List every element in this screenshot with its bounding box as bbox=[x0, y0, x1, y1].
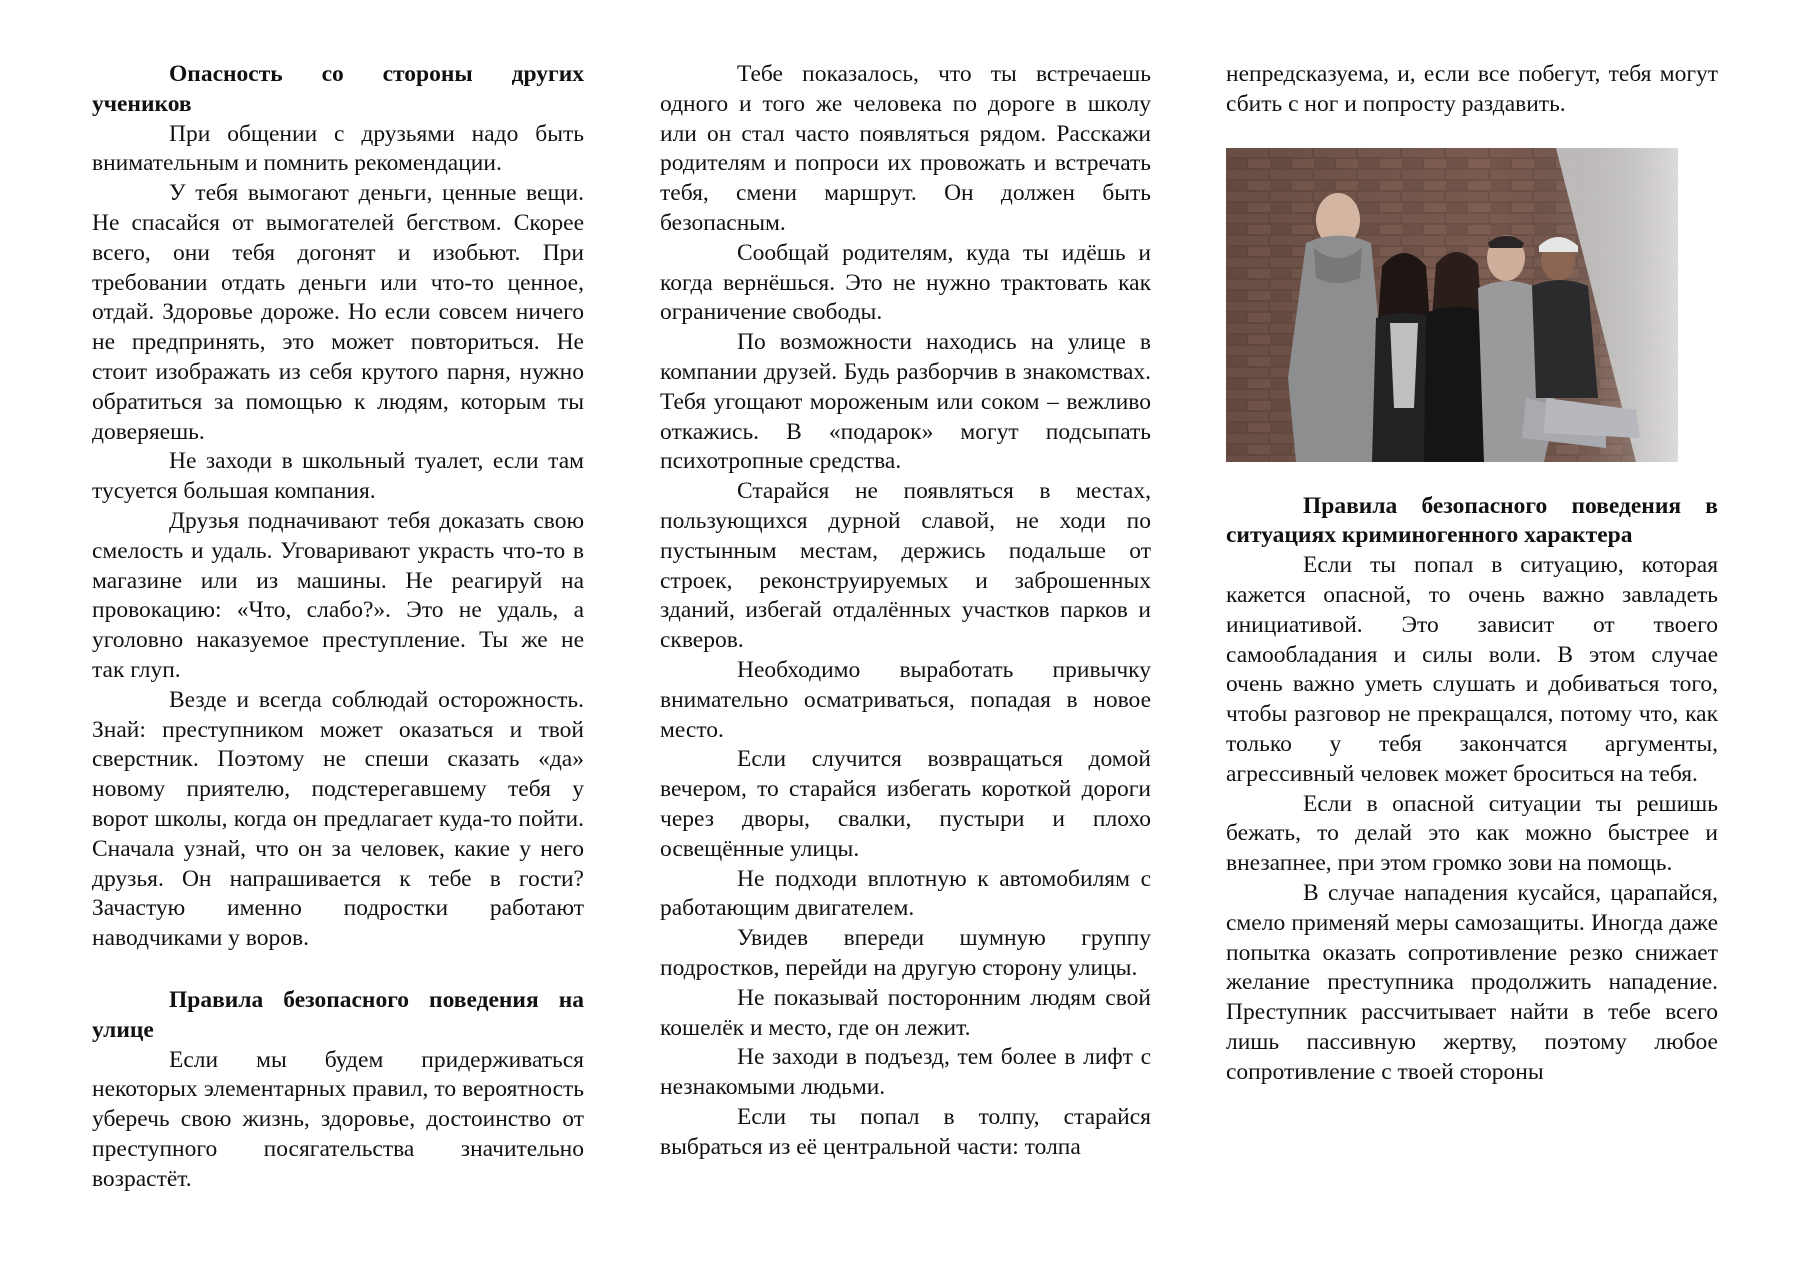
teenagers-photo bbox=[1226, 148, 1678, 462]
paragraph: Если случится возвращаться домой вечером, то старайся избегать короткой дороги через дворы, свалки, пустыри и плохо освещённые улицы. bbox=[660, 746, 1151, 862]
paragraph: Если ты попал в ситуацию, которая кажется опасной, то очень важно завладеть инициативой. Это зависит от твоего самообладания и силы воли. В этом случае очень важно уметь слушать и добиваться того, чтобы разговор не прекращался, потому что, как только у тебя закончатся аргументы, агрессивный человек может броситься на тебя. bbox=[1226, 552, 1718, 787]
heading-street-rules: Правила безопасного поведения на улице bbox=[92, 986, 584, 1043]
paragraph: У тебя вымогают деньги, ценные вещи. Не спасайся от вымогателей бегством. Скорее всего, они тебя догонят и изобьют. При требовании отдать деньги или что-то ценное, отдай. Здоровье дороже. Но если совсем ничего не предпринять, это может повториться. Не стоит изображать из себя крутого парня, нужно обратиться за помощью к людям, которым ты доверяешь. bbox=[92, 180, 584, 445]
paragraph: Старайся не появляться в местах, пользующихся дурной славой, не ходи по пустынным местам, держись подальше от строек, реконструируемых и заброшенных зданий, избегай отдалённых участков парков и скверов. bbox=[660, 478, 1151, 654]
paragraph: Везде и всегда соблюдай осторожность. Знай: преступником может оказаться и твой сверстник. Поэтому не спеши сказать «да» новому приятелю, подстерегавшему тебя у ворот школы, когда он предлагает куда-то пойти. Сначала узнай, что он за человек, какие у него друзья. Он напрашивается к тебе в гости? Зачастую именно подростки работают наводчиками у воров. bbox=[92, 686, 584, 952]
teenagers-photo-illustration bbox=[1226, 148, 1678, 462]
paragraph: Друзья подначивают тебя доказать свою смелость и удаль. Уговаривают украсть что-то в магазине или из машины. Не реагируй на провокацию: «Что, слабо?». Это не удаль, а уголовно наказуемое преступление. Ты же не так глуп. bbox=[92, 507, 584, 683]
column-2 bbox=[660, 60, 1151, 1162]
heading-criminal-situations: Правила безопасного поведения в ситуациях криминогенного характера bbox=[1226, 492, 1718, 549]
column-1 bbox=[92, 60, 584, 1194]
paragraph: Не заходи в подъезд, тем более в лифт с незнакомыми людьми. bbox=[660, 1044, 1151, 1101]
paragraph: В случае нападения кусайся, царапайся, смело применяй меры самозащиты. Иногда даже попытка оказать сопротивление резко снижает желание преступника продолжить нападение. Преступник рассчитывает найти в тебе всего лишь пассивную жертву, поэтому любое сопротивление с твоей стороны bbox=[1226, 879, 1718, 1085]
spacer bbox=[92, 954, 584, 986]
paragraph: Сообщай родителям, куда ты идёшь и когда вернёшься. Это не нужно трактовать как ограничение свободы. bbox=[660, 239, 1151, 326]
paragraph-continuation: непредсказуема, и, если все побегут, тебя могут сбить с ног и попросту раздавить. bbox=[1226, 61, 1718, 117]
heading-danger-from-students: Опасность со стороны других учеников bbox=[92, 61, 584, 117]
paragraph: Необходимо выработать привычку внимательно осматриваться, попадая в новое место. bbox=[660, 656, 1151, 743]
paragraph: Не показывай посторонним людям свой кошелёк и место, где он лежит. bbox=[660, 984, 1151, 1041]
paragraph: Если в опасной ситуации ты решишь бежать, то делай это как можно быстрее и внезапнее, при этом громко зови на помощь. bbox=[1226, 790, 1718, 877]
paragraph: Не заходи в школьный туалет, если там тусуется большая компания. bbox=[92, 448, 584, 505]
paragraph: По возможности находись на улице в компании друзей. Будь разборчив в знакомствах. Тебя угощают мороженым или соком – вежливо откажись. В «подарок» могут подсыпать психотропные средства. bbox=[660, 329, 1151, 475]
paragraph: При общении с друзьями надо быть внимательным и помнить рекомендации. bbox=[92, 120, 584, 177]
paragraph: Если ты попал в толпу, старайся выбраться из её центральной части: толпа bbox=[660, 1103, 1151, 1160]
paragraph: Не подходи вплотную к автомобилям с работающим двигателем. bbox=[660, 865, 1151, 922]
column-3 bbox=[1226, 60, 1718, 1088]
paragraph: Тебе показалось, что ты встречаешь одного и того же человека по дороге в школу или он стал часто появляться рядом. Расскажи родителям и попроси их провожать и встречать тебя, смени маршрут. Он должен быть безопасным. bbox=[660, 61, 1151, 236]
paragraph: Если мы будем придерживаться некоторых элементарных правил, то вероятность уберечь свою жизнь, здоровье, достоинство от преступного посягательства значительно возрастёт. bbox=[92, 1046, 584, 1192]
paragraph: Увидев впереди шумную группу подростков, перейди на другую сторону улицы. bbox=[660, 925, 1151, 981]
